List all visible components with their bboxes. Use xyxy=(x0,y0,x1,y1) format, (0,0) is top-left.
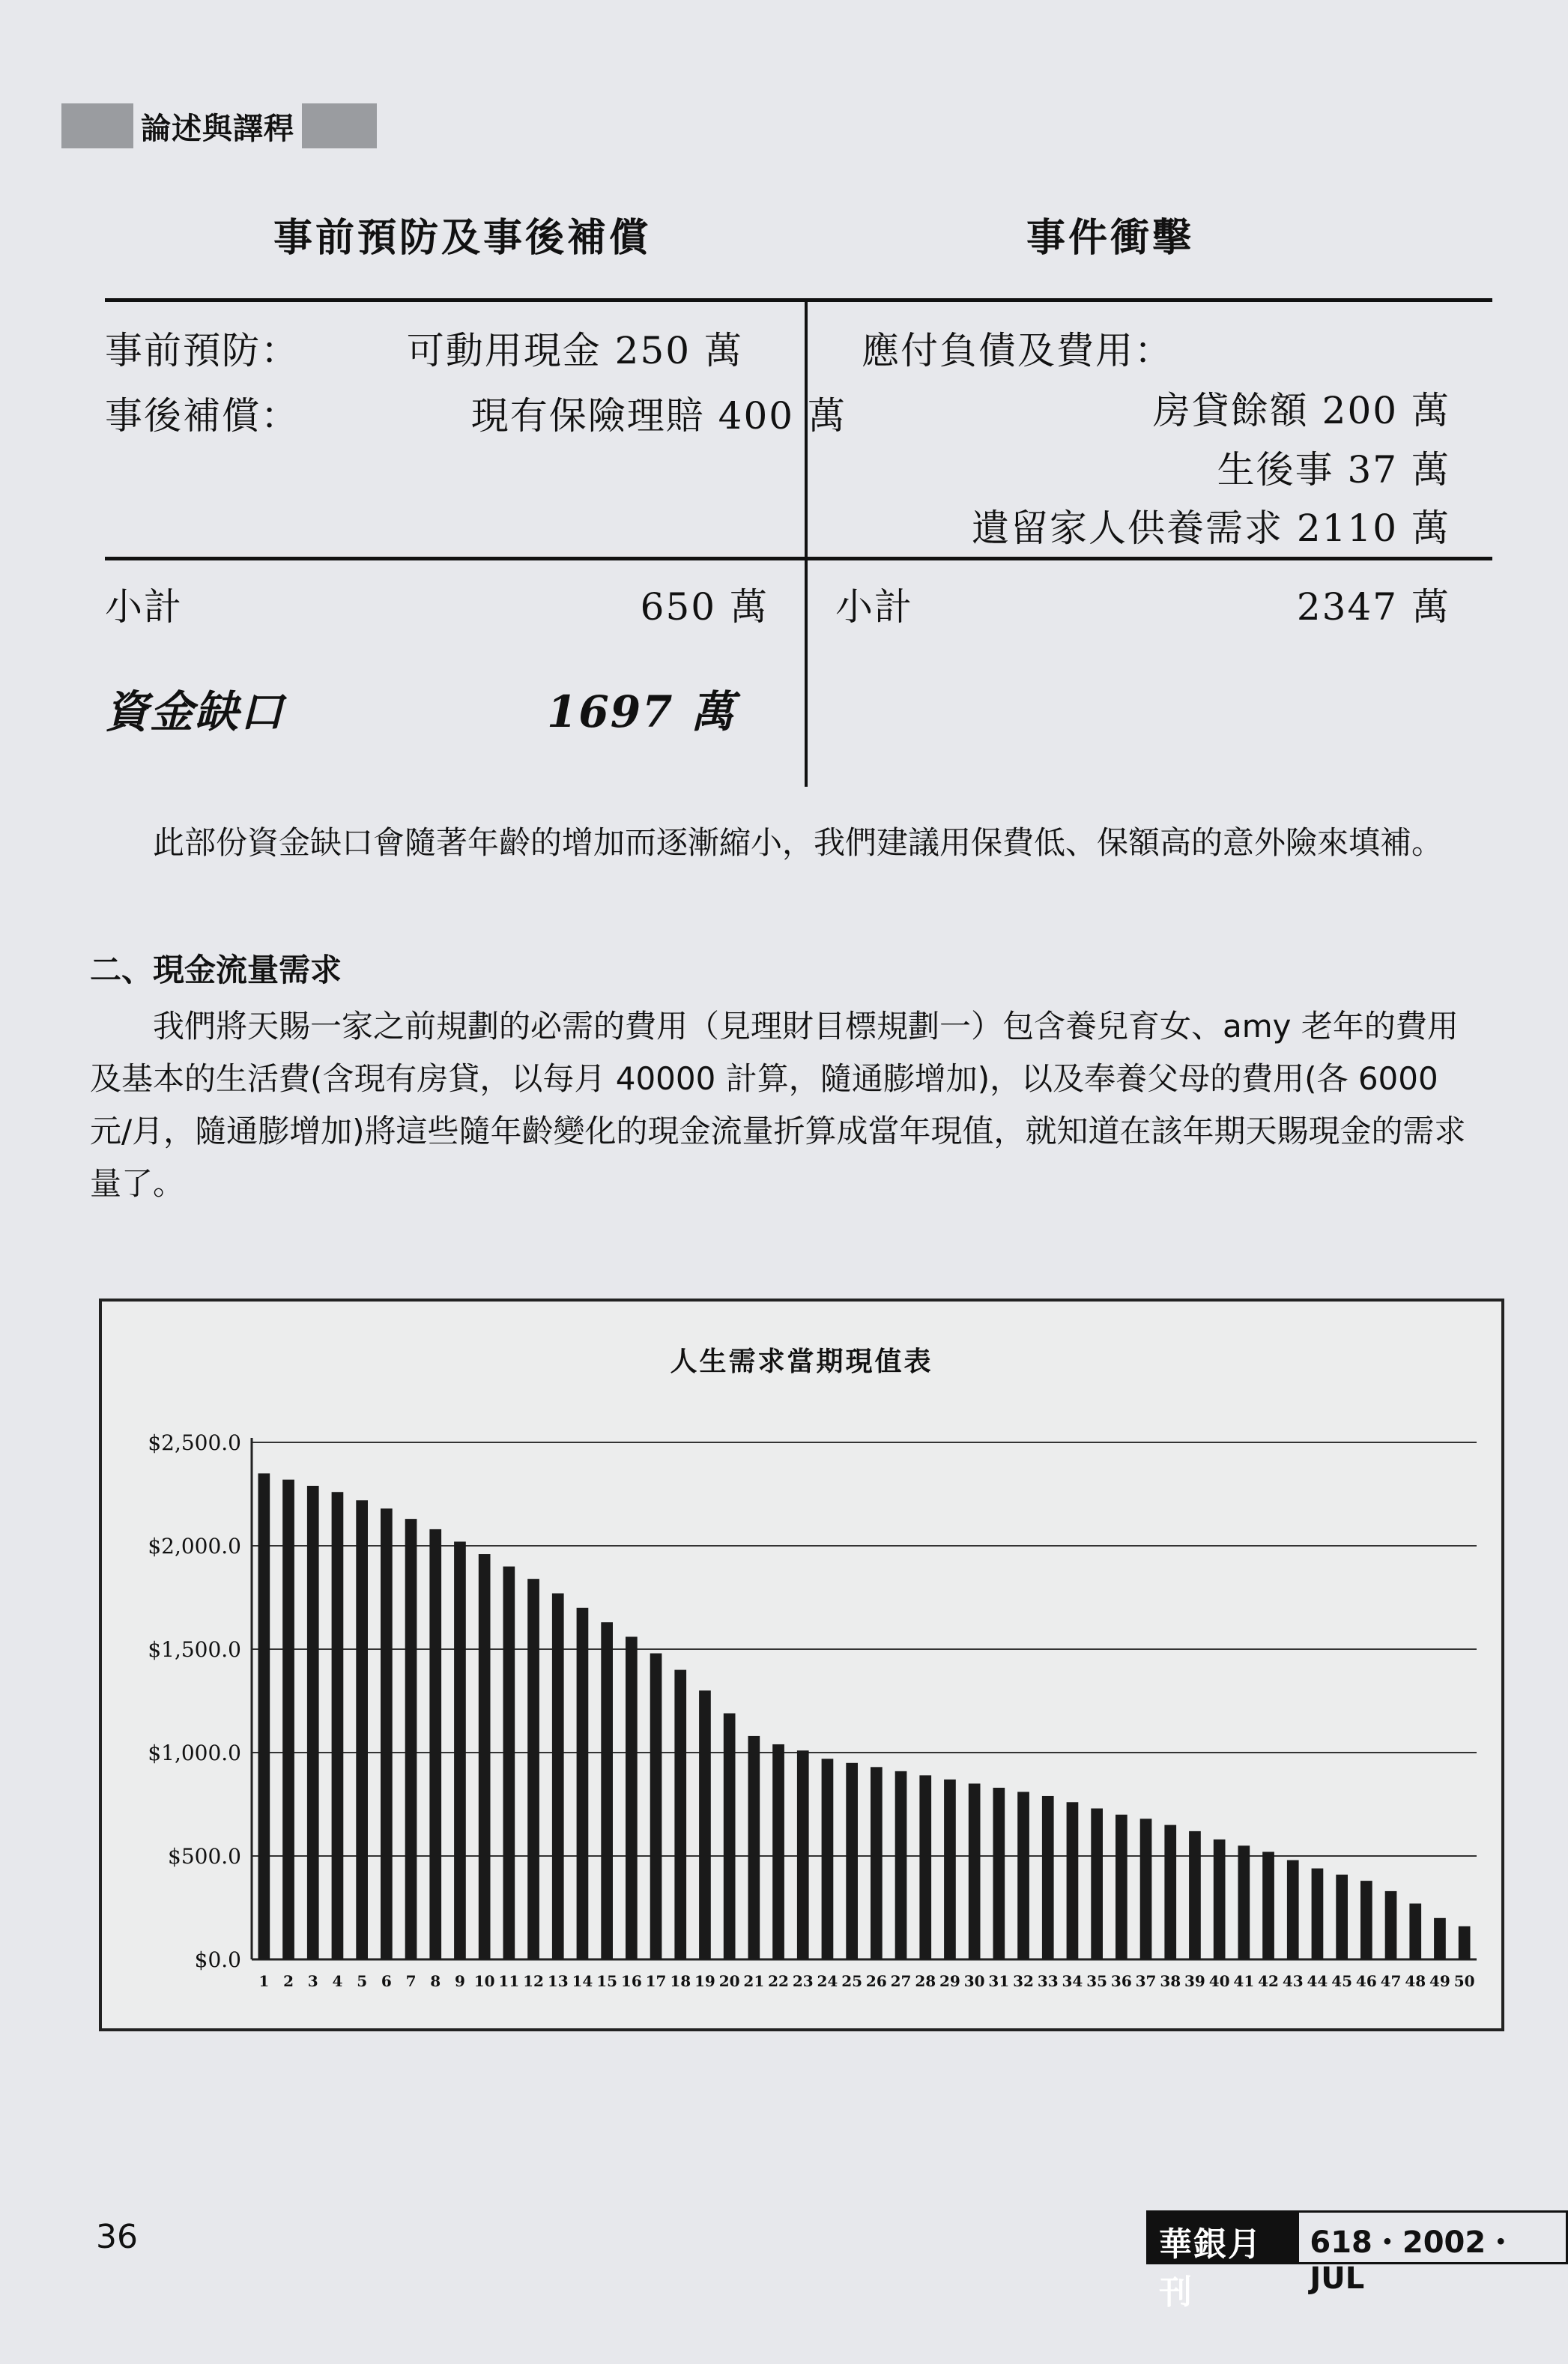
bar xyxy=(479,1554,491,1959)
bar xyxy=(1336,1875,1348,1959)
bar xyxy=(1017,1792,1029,1959)
section-tag-bar-right xyxy=(302,103,377,148)
x-tick-label: 49 xyxy=(1429,1972,1450,1990)
paragraph-insurance-advice: 此部份資金缺口會隨著年齡的增加而逐漸縮小，我們建議用保費低、保額高的意外險來填補。 xyxy=(153,824,1444,861)
x-tick-label: 12 xyxy=(523,1972,544,1990)
magazine-name: 華銀月刊 xyxy=(1148,2213,1299,2262)
x-tick-label: 16 xyxy=(620,1972,642,1990)
x-tick-label: 24 xyxy=(817,1972,838,1990)
y-tick-label: $0.0 xyxy=(194,1947,241,1972)
bar xyxy=(650,1654,662,1959)
y-tick-label: $1,500.0 xyxy=(148,1637,241,1662)
x-tick-label: 3 xyxy=(307,1972,318,1990)
x-tick-label: 13 xyxy=(547,1972,569,1990)
x-tick-label: 14 xyxy=(572,1972,593,1990)
bar xyxy=(674,1670,686,1959)
bar xyxy=(699,1690,711,1959)
bar xyxy=(724,1714,736,1959)
x-tick-label: 11 xyxy=(498,1972,520,1990)
x-tick-label: 32 xyxy=(1013,1972,1034,1990)
bar xyxy=(1214,1839,1226,1959)
x-tick-label: 1 xyxy=(258,1972,270,1990)
page-number: 36 xyxy=(96,2218,138,2256)
x-tick-label: 29 xyxy=(939,1972,960,1990)
bar xyxy=(307,1486,319,1959)
x-tick-label: 15 xyxy=(596,1972,618,1990)
x-tick-label: 9 xyxy=(454,1972,465,1990)
x-tick-label: 20 xyxy=(718,1972,740,1990)
bar xyxy=(1409,1903,1421,1959)
bar xyxy=(895,1771,907,1959)
x-tick-label: 19 xyxy=(694,1972,715,1990)
x-tick-label: 45 xyxy=(1331,1972,1353,1990)
x-tick-label: 8 xyxy=(430,1972,441,1990)
table-subtotal-rule xyxy=(105,557,1492,560)
funding-gap-value: 1697 萬 xyxy=(547,686,736,737)
bar xyxy=(1459,1926,1471,1959)
x-tick-label: 2 xyxy=(283,1972,294,1990)
chart-panel xyxy=(99,1299,1504,2031)
x-tick-label: 7 xyxy=(405,1972,417,1990)
x-tick-label: 47 xyxy=(1380,1972,1402,1990)
prevention-label: 事前預防： xyxy=(105,329,300,372)
funding-gap-label: 資金缺口 xyxy=(105,686,285,737)
y-tick-label: $1,000.0 xyxy=(148,1741,241,1765)
left-subtotal-value: 650 萬 xyxy=(640,585,769,629)
section-tag-bar-left xyxy=(61,103,133,148)
x-tick-label: 37 xyxy=(1135,1972,1157,1990)
family-support-need: 遺留家人供養需求 2110 萬 xyxy=(971,507,1450,550)
bar xyxy=(1067,1802,1079,1959)
x-tick-label: 38 xyxy=(1160,1972,1181,1990)
x-tick-label: 23 xyxy=(792,1972,814,1990)
bar xyxy=(1262,1851,1274,1959)
section-label: 論述與譯稈 xyxy=(133,105,302,148)
x-tick-label: 27 xyxy=(890,1972,912,1990)
bar xyxy=(332,1492,344,1959)
x-tick-label: 17 xyxy=(645,1972,667,1990)
y-tick-label: $2,000.0 xyxy=(148,1534,241,1559)
x-tick-label: 43 xyxy=(1282,1972,1304,1990)
x-tick-label: 36 xyxy=(1110,1972,1132,1990)
bar xyxy=(1312,1869,1324,1959)
bar xyxy=(405,1519,417,1959)
bar xyxy=(1140,1819,1152,1959)
bar xyxy=(772,1744,784,1959)
bar xyxy=(1042,1796,1054,1959)
x-tick-label: 50 xyxy=(1453,1972,1475,1990)
x-tick-label: 34 xyxy=(1062,1972,1083,1990)
x-tick-label: 6 xyxy=(381,1972,392,1990)
bar xyxy=(577,1608,589,1959)
right-subtotal-label: 小計 xyxy=(835,585,913,629)
x-tick-label: 22 xyxy=(768,1972,789,1990)
table-left-header: 事前預防及事後補償 xyxy=(273,215,652,261)
x-tick-label: 35 xyxy=(1086,1972,1108,1990)
bar xyxy=(527,1579,539,1959)
bar xyxy=(919,1775,931,1959)
bar xyxy=(969,1783,981,1959)
table-top-rule xyxy=(105,298,1492,302)
bar xyxy=(1287,1860,1299,1959)
magazine-issue: 618・2002・JUL xyxy=(1299,2213,1566,2262)
bar xyxy=(282,1480,294,1959)
bar xyxy=(356,1500,368,1959)
prevention-value: 可動用現金 250 萬 xyxy=(406,329,743,372)
bar xyxy=(993,1788,1005,1959)
x-tick-label: 18 xyxy=(670,1972,691,1990)
section-tag xyxy=(61,102,377,150)
x-tick-label: 48 xyxy=(1405,1972,1426,1990)
liabilities-title: 應付負債及費用： xyxy=(862,329,1173,372)
bar xyxy=(944,1780,956,1959)
bar xyxy=(381,1508,393,1959)
x-tick-label: 40 xyxy=(1208,1972,1230,1990)
x-tick-label: 39 xyxy=(1184,1972,1205,1990)
x-tick-label: 26 xyxy=(865,1972,887,1990)
x-tick-label: 33 xyxy=(1037,1972,1059,1990)
x-tick-label: 28 xyxy=(915,1972,936,1990)
bar xyxy=(552,1593,564,1959)
bar-chart xyxy=(102,1302,1501,2028)
funeral-cost: 生後事 37 萬 xyxy=(1217,448,1450,492)
x-tick-label: 30 xyxy=(963,1972,985,1990)
bar xyxy=(601,1622,613,1959)
x-tick-label: 5 xyxy=(357,1972,368,1990)
x-tick-label: 41 xyxy=(1233,1972,1255,1990)
bar xyxy=(1091,1809,1103,1959)
x-tick-label: 46 xyxy=(1355,1972,1377,1990)
funding-gap-table xyxy=(105,199,1492,787)
x-tick-label: 25 xyxy=(841,1972,863,1990)
table-column-divider xyxy=(805,300,808,787)
bar xyxy=(454,1541,466,1959)
mortgage-balance: 房貸餘額 200 萬 xyxy=(1152,389,1450,432)
x-tick-label: 10 xyxy=(473,1972,495,1990)
section-heading-cashflow: 二、現金流量需求 xyxy=(90,952,342,988)
bar xyxy=(1116,1815,1127,1959)
bar xyxy=(846,1763,858,1959)
bar xyxy=(1164,1825,1176,1959)
bar xyxy=(748,1736,760,1959)
compensation-label: 事後補償： xyxy=(105,394,300,438)
y-tick-label: $500.0 xyxy=(168,1844,241,1869)
bar xyxy=(258,1473,270,1959)
bar xyxy=(1434,1918,1446,1959)
magazine-badge xyxy=(1146,2210,1568,2312)
x-tick-label: 42 xyxy=(1258,1972,1279,1990)
bar xyxy=(429,1529,441,1959)
left-subtotal-label: 小計 xyxy=(105,585,183,629)
paragraph-cashflow: 我們將天賜一家之前規劃的必需的費用（見理財目標規劃一）包含養兒育女、amy 老年的費用及基本的生活費(含現有房貸，以每月 40000 計算，隨通膨增加)，以及奉養父母的費用(各 6000 元/月，隨通膨增加)將這些隨年齡變化的現金流量折算成當年現值，就知道在該年期天賜現金的需求量了。 xyxy=(90,1008,1466,1202)
bar xyxy=(822,1759,834,1959)
table-right-header: 事件衝擊 xyxy=(1026,215,1195,261)
bar xyxy=(626,1636,638,1959)
bar xyxy=(1360,1881,1372,1959)
bar xyxy=(1385,1891,1397,1959)
x-tick-label: 44 xyxy=(1307,1972,1328,1990)
y-tick-label: $2,500.0 xyxy=(148,1430,241,1455)
x-tick-label: 4 xyxy=(332,1972,343,1990)
bar xyxy=(871,1767,883,1959)
compensation-value: 現有保險理賠 400 萬 xyxy=(470,394,847,438)
bar xyxy=(503,1567,515,1959)
chart-title: 人生需求當期現值表 xyxy=(670,1346,933,1377)
right-subtotal-value: 2347 萬 xyxy=(1296,585,1450,629)
bar xyxy=(797,1750,809,1959)
x-tick-label: 31 xyxy=(988,1972,1010,1990)
bar xyxy=(1189,1831,1201,1959)
x-tick-label: 21 xyxy=(743,1972,765,1990)
bar xyxy=(1238,1845,1250,1959)
